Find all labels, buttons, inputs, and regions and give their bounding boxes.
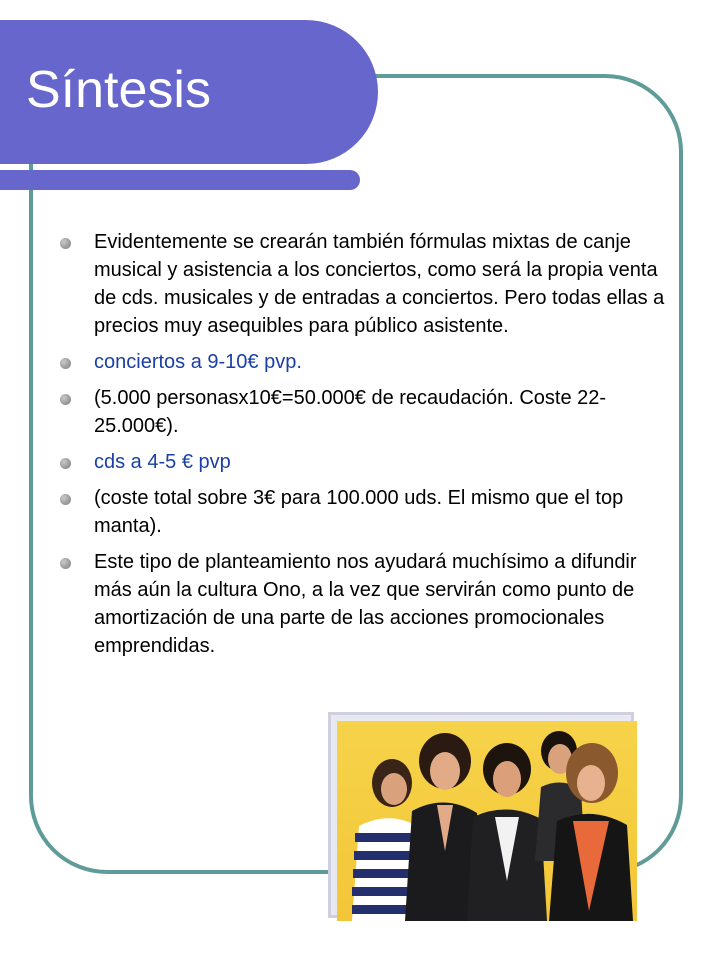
bullet-item [60,228,670,340]
bullet-item [60,448,670,476]
bullet-item [60,348,670,376]
band-photo [337,721,637,921]
bullet-icon [60,358,71,369]
band-photo-illustration [337,721,637,921]
bullet-text: (coste total sobre 3€ para 100.000 uds. El mismo que el top manta). [94,487,624,537]
bullet-icon [60,238,71,249]
title-stripe [0,170,360,190]
bullet-list [60,228,670,668]
bullet-icon [60,458,71,469]
slide-title: Síntesis [26,61,211,119]
bullet-text: (5.000 personasx10€=50.000€ de recaudación. Coste 22-25.000€). [94,387,607,437]
bullet-icon [60,494,71,505]
bullet-text: Evidentemente se crearán también fórmulas mixtas de canje musical y asistencia a los conciertos, como será la propia venta de cds. musicales y de entradas a conciertos. Pero todas ellas a precios muy asequibles para público asistente. [94,231,665,337]
bullet-text: Este tipo de planteamiento nos ayudará muchísimo a difundir más aún la cultura Ono, a la vez que servirán como punto de amortización de una parte de las acciones promocionales emprendidas. [94,551,637,657]
bullet-icon [60,558,71,569]
bullet-item [60,384,670,440]
band-member-3 [467,743,547,921]
bullet-item [60,548,670,660]
bullet-text: cds a 4-5 € pvp [94,451,231,473]
bullet-icon [60,394,71,405]
bullet-item [60,484,670,540]
bullet-text: conciertos a 9-10€ pvp. [94,351,302,373]
